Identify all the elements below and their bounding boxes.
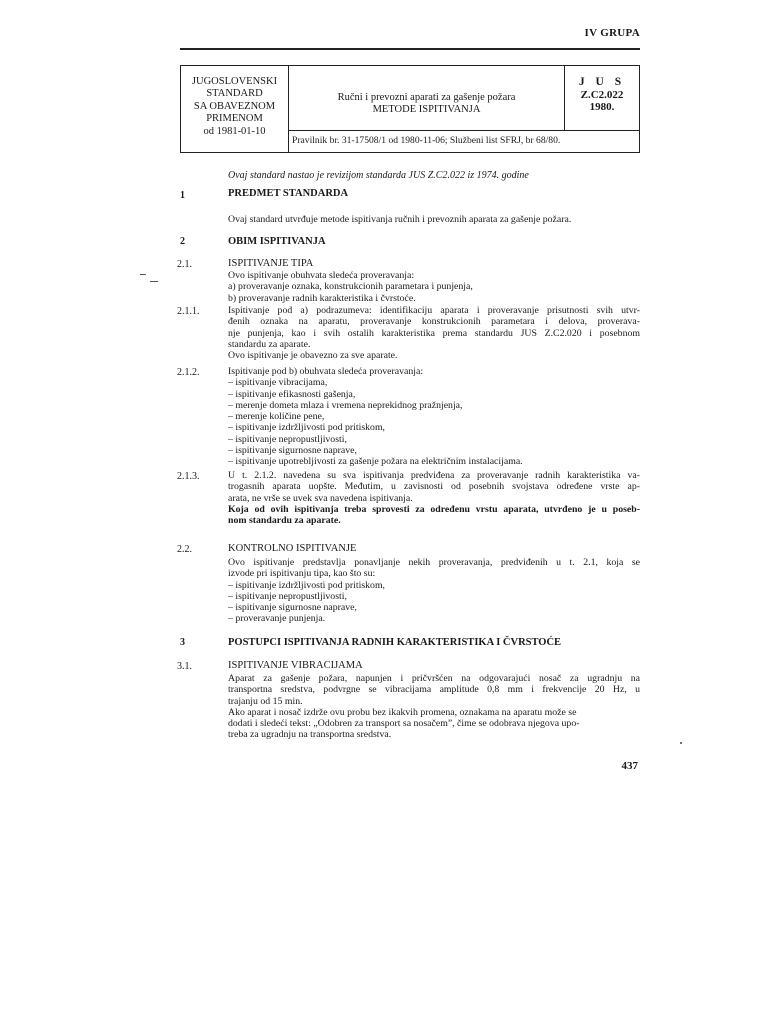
text-line: nom standardu za aparate.	[228, 515, 341, 527]
text-line: – ispitivanje izdržljivosti pod pritiskom,	[228, 579, 386, 591]
section-number: 1	[180, 190, 185, 201]
text-line: trajanju od 15 min.	[228, 695, 303, 707]
subsection-heading: ISPITIVANJE TIPA	[228, 258, 314, 269]
top-rule	[180, 48, 640, 50]
section-number: 2.1.1.	[177, 306, 200, 317]
page-number: 437	[621, 760, 638, 772]
header-line: Ručni i prevozni aparati za gašenje požara	[337, 92, 516, 103]
section-body	[228, 270, 640, 304]
subsection-heading: ISPITIVANJE VIBRACIJAMA	[228, 660, 363, 671]
section-number: 3.1.	[177, 661, 192, 672]
text-line: – ispitivanje nepropustljivosti,	[228, 433, 347, 445]
group-label: IV GRUPA	[584, 27, 640, 39]
section-body	[228, 214, 640, 225]
text-line: – ispitivanje sigurnosne naprave,	[228, 445, 357, 457]
title-cell	[289, 66, 565, 130]
section-body	[228, 673, 640, 741]
header-line: od 1981-01-10	[203, 125, 266, 137]
text-line: izvode pri ispitivanju tipa, kao što su:	[228, 568, 376, 580]
standard-code-cell	[565, 66, 639, 130]
section-heading: POSTUPCI ISPITIVANJA RADNIH KARAKTERISTIKA I ČVRSTOĆE	[228, 637, 562, 648]
text-line: arata, ne vrše se uvek sva navedena ispitivanja.	[228, 492, 413, 504]
header-line: 1980.	[589, 101, 615, 113]
text-line: Ovo ispitivanje je obavezno za sve aparate.	[228, 350, 398, 362]
text-line: Ispitivanje pod b) obuhvata sledeća proveravanja:	[228, 366, 424, 377]
text-line: Ovaj standard utvrđuje metode ispitivanja ručnih i prevoznih aparata za gašenje požara.	[228, 214, 572, 225]
header-line: J U S	[578, 76, 626, 88]
header-line: JUGOSLOVENSKI	[191, 76, 278, 87]
section-body-bold	[228, 504, 640, 527]
text-line: Ovo ispitivanje obuhvata sledeća proveravanja:	[228, 270, 415, 281]
section-heading: PREDMET STANDARDA	[228, 188, 349, 199]
header-line: METODE ISPITIVANJA	[372, 104, 481, 115]
header-line: PRIMENOM	[206, 113, 263, 125]
text-line: Ovo ispitivanje predstavlja ponavljanje nekih proveravanja, predviđenih u t. 2.1, koja se	[228, 557, 640, 568]
text-line: – ispitivanje nepropustljivosti,	[228, 590, 347, 602]
text-line: – merenje količine pene,	[228, 411, 325, 423]
text-line: – ispitivanje vibracijama,	[228, 377, 328, 389]
text-line: trogasnih aparata uopšte. Međutim, u zavisnosti od posebnih svojstava određene vrste ap-	[228, 481, 640, 493]
subsection-heading: KONTROLNO ISPITIVANJE	[228, 543, 357, 554]
text-line: Koja od ovih ispitivanja treba sprovesti za određenu vrstu aparata, utvrđeno je u poseb-	[228, 504, 640, 515]
text-line: – ispitivanje sigurnosne naprave,	[228, 602, 357, 614]
text-line: Aparat za gašenje požara, napunjen i pričvršćen na odgovarajući nosač za ugradnju na	[228, 673, 640, 684]
text-line: Ispitivanje pod a) podrazumeva: identifikaciju aparata i proveravanje prisutnosti svih utvr-	[228, 305, 640, 316]
text-line: Ako aparat i nosač izdrže ovu probu bez ikakvih promena, oznakama na aparatu može se	[228, 706, 577, 718]
section-number: 2	[180, 236, 185, 247]
scan-dot	[680, 742, 682, 744]
section-body	[228, 366, 640, 468]
section-heading: OBIM ISPITIVANJA	[228, 236, 326, 247]
header-line: SA OBAVEZNOM	[193, 100, 276, 112]
section-body	[228, 305, 640, 361]
section-number: 2.1.3.	[177, 471, 200, 482]
header-line: Z.C2.022	[580, 88, 624, 101]
text-line: U t. 2.1.2. navedena su sva ispitivanja predviđena za proveravanje radnih karakteristika va-	[228, 470, 640, 481]
text-line: đenih oznaka na aparatu, proveravanje konstrukcionih parametara i delova, proverava-	[228, 316, 640, 328]
section-number: 2.1.2.	[177, 367, 200, 378]
header-line: STANDARD	[206, 88, 263, 100]
scan-mark	[140, 274, 146, 275]
text-line: – ispitivanje efikasnosti gašenja,	[228, 388, 356, 400]
text-line: – proveravanje punjenja.	[228, 613, 326, 625]
text-line: – ispitivanje upotrebljivosti za gašenje požara na električnim instalacijama.	[228, 456, 523, 468]
standard-type-cell	[181, 66, 289, 152]
text-line: standardu za aparate.	[228, 338, 311, 350]
scan-mark	[150, 281, 158, 282]
section-number: 2.2.	[177, 544, 192, 555]
text-line: transportna sredstva, podvrgne se vibracijama amplitude 0,8 mm i frekvencije 20 Hz, u	[228, 684, 640, 696]
header-table	[180, 65, 640, 153]
intro-note: Ovaj standard nastao je revizijom standarda JUS Z.C2.022 iz 1974. godine	[228, 170, 529, 181]
regulation-cell: Pravilnik br. 31-17508/1 od 1980-11-06; Službeni list SFRJ, br 68/80.	[289, 130, 639, 152]
text-line: – merenje dometa mlaza i vremena neprekidnog pražnjenja,	[228, 399, 463, 411]
section-body	[228, 470, 640, 504]
text-line: treba za ugradnju na transportna sredstva.	[228, 729, 392, 741]
text-line: nje punjenja, kao i svih ostalih karakteristika prema standardu JUS Z.C2.020 i posebnom	[228, 327, 640, 339]
section-body	[228, 557, 640, 625]
text-line: dodati i sledeći tekst: „Odobren za transport sa nosačem”, čime se odobrava njegova upo-	[228, 718, 580, 730]
section-number: 2.1.	[177, 259, 192, 270]
section-number: 3	[180, 637, 185, 648]
text-line: a) proveravanje oznaka, konstrukcionih parametara i punjenja,	[228, 281, 473, 293]
text-line: – ispitivanje izdržljivosti pod pritiskom,	[228, 422, 386, 434]
text-line: b) proveravanje radnih karakteristika i čvrstoće.	[228, 292, 416, 304]
